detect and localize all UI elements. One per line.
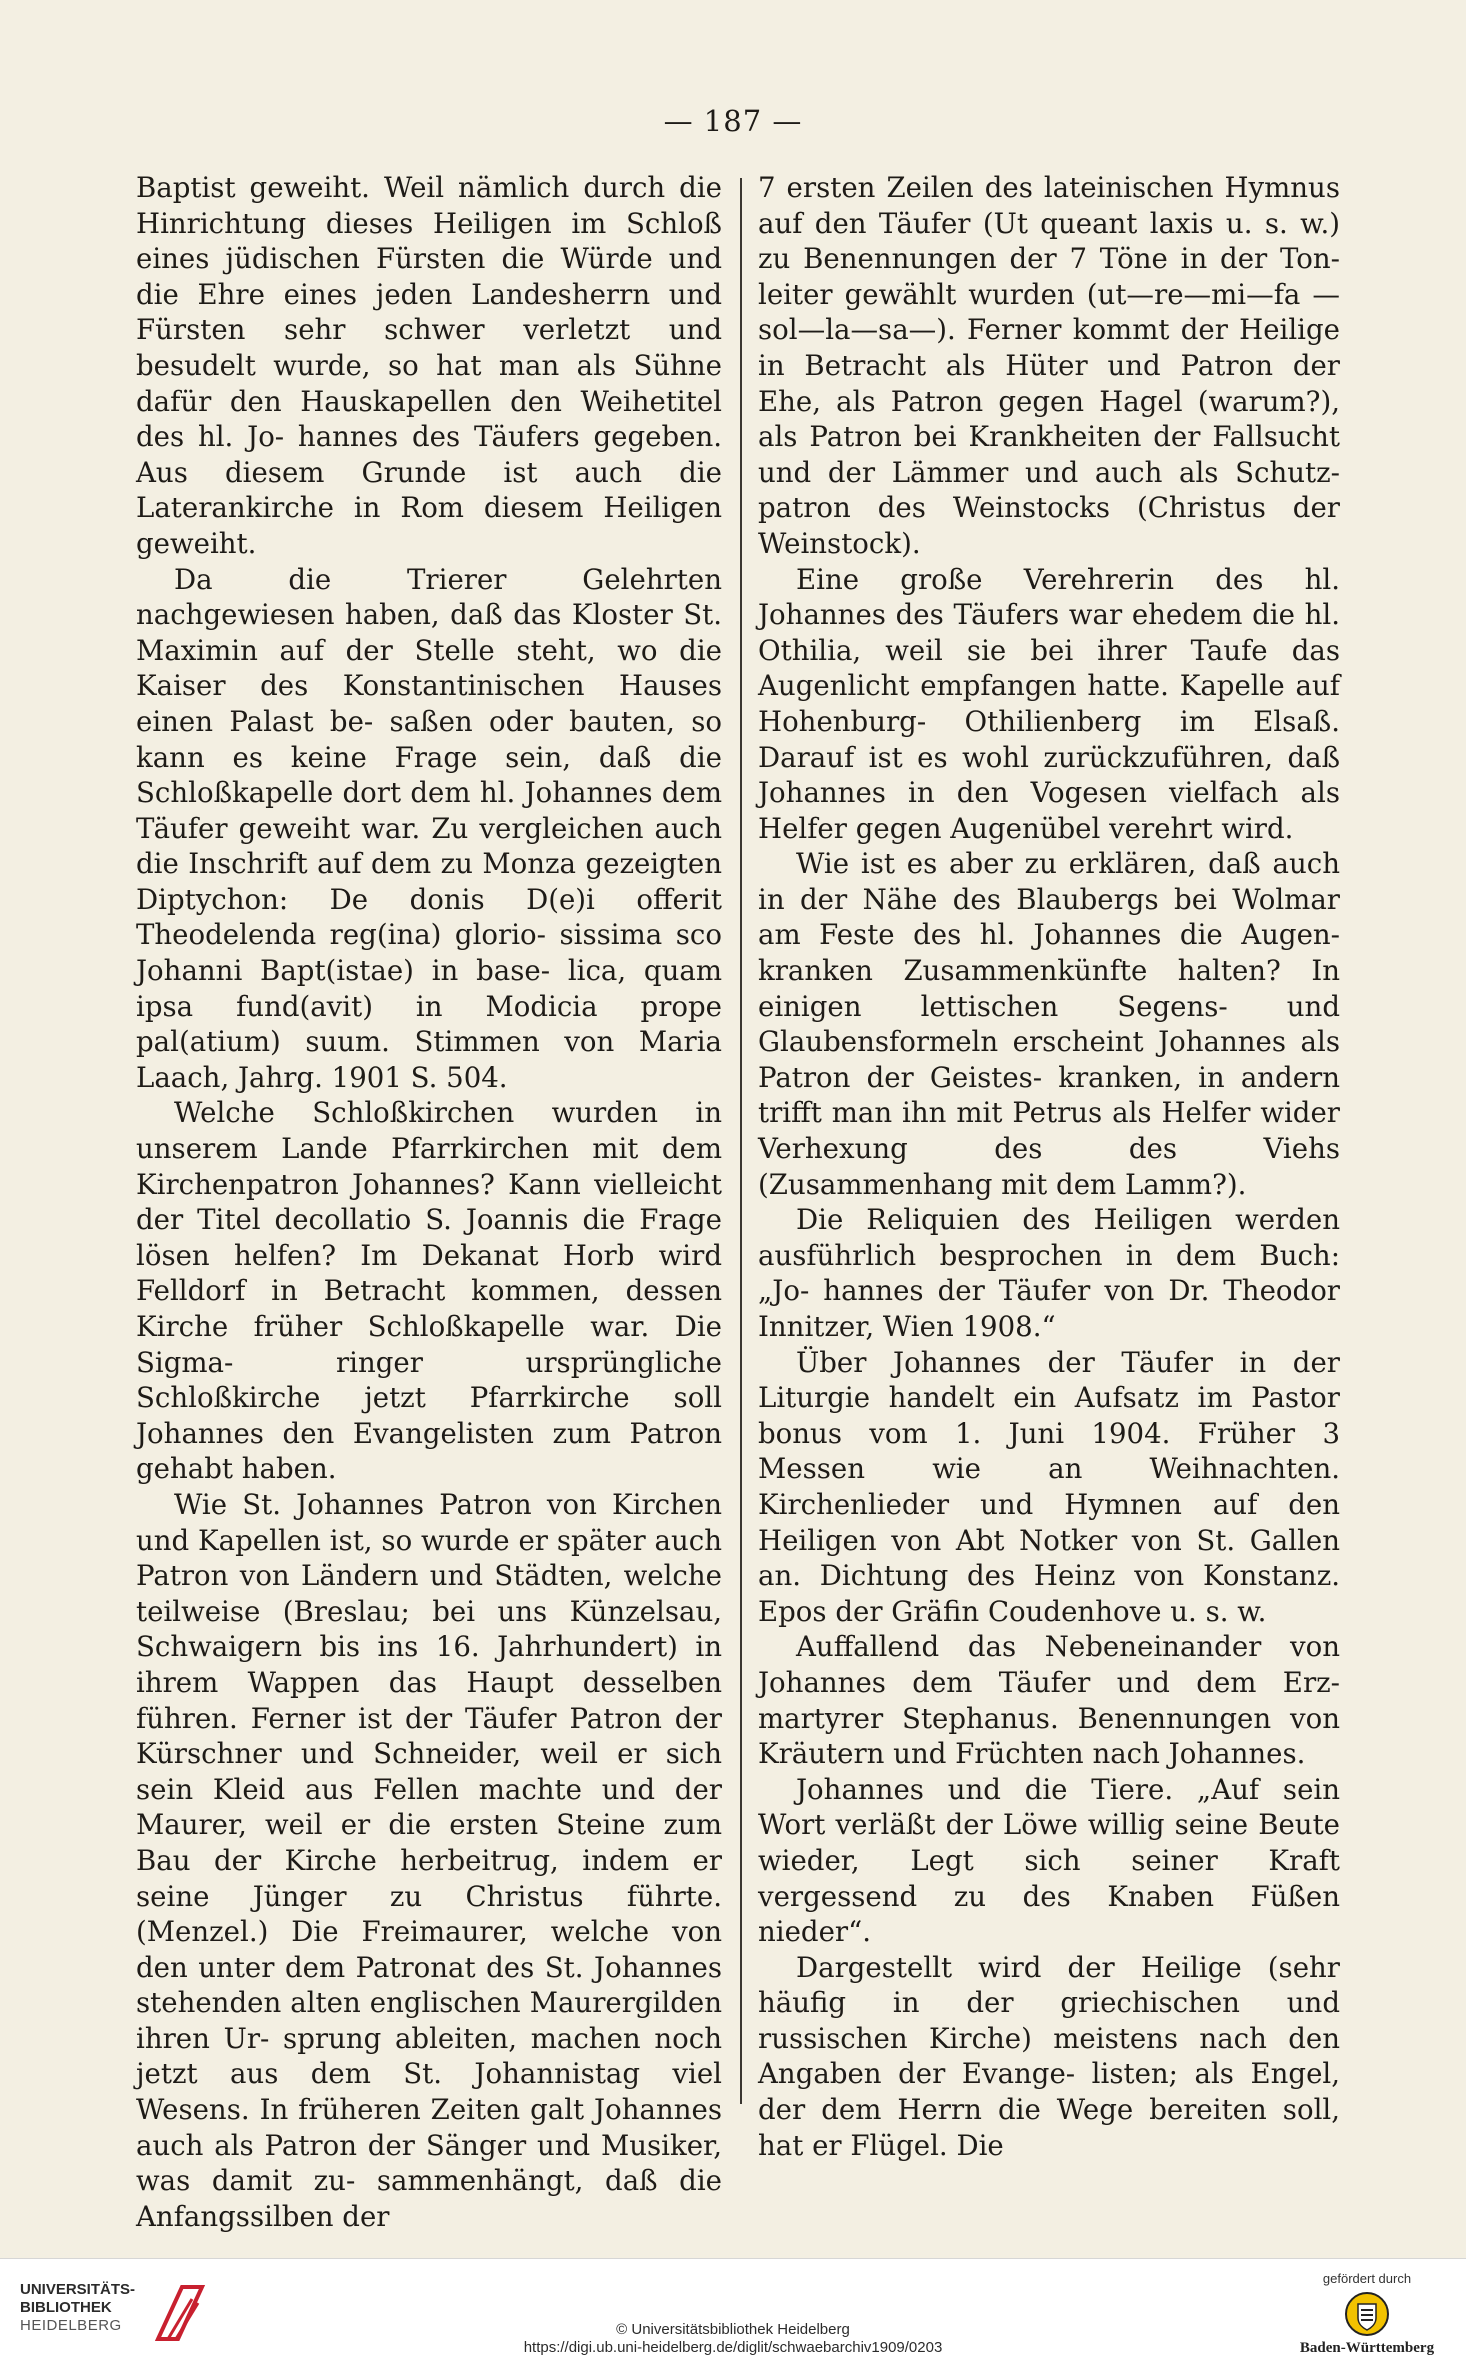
page-number: — 187 — [663, 104, 803, 138]
paragraph: Dargestellt wird der Heilige (sehr häufig in der griechischen und russischen Kirche) meistens nach den Angaben der Evange- listen; als Engel, der dem Herrn die Wege bereiten soll, hat er Flügel. Die [758, 1950, 1340, 2162]
left-column [136, 170, 722, 2234]
paragraph: Auffallend das Nebeneinander von Johannes dem Täufer und dem Erz- martyrer Stephanus. Benennungen von Kräutern und Früchten nach Johannes. [758, 1630, 1340, 1771]
paragraph: Eine große Verehrerin des hl. Johannes des Täufers war ehedem die hl. Othilia, weil sie bei ihrer Taufe das Augenlicht empfangen hatte. Kapelle auf Hohenburg- Othilienberg im Elsaß. Darauf ist es wohl zurückzuführen, daß Johannes in den Vogesen vielfach als Helfer gegen Augenübel verehrt wird. [758, 562, 1340, 845]
sponsor-label: gefördert durch [1322, 2271, 1412, 2286]
paragraph: Wie St. Johannes Patron von Kirchen und Kapellen ist, so wurde er später auch Patron von Ländern und Städten, welche teilweise (Breslau; bei uns Künzelsau, Schwaigern bis ins 16. Jahrhundert) in ihrem Wappen das Haupt desselben führen. Ferner ist der Täufer Patron der Kürschner und Schneider, weil er sich sein Kleid aus Fellen machte und der Maurer, weil er die ersten Steine zum Bau der Kirche herbeitrug, indem er seine Jünger zu Christus führte. (Menzel.) Die Freimaurer, welche von den unter dem Patronat des St. Johannes stehenden alten englischen Maurergilden ihren Ur- sprung ableiten, machen noch jetzt aus dem St. Johannistag viel Wesens. In früheren Zeiten galt Johannes auch als Patron der Sänger und Musiker, was damit zu- sammenhängt, daß die Anfangssilben der [136, 1487, 722, 2233]
permalink[interactable]: https://digi.ub.uni-heidelberg.de/diglit/schwaebarchiv1909/0203 [523, 2339, 943, 2356]
library-name: UNIVERSITÄTS- BIBLIOTHEK HEIDELBERG [20, 2281, 136, 2334]
right-column [758, 170, 1340, 2163]
copyright-notice [0, 2321, 1466, 2357]
paragraph: Die Reliquien des Heiligen werden ausführlich besprochen in dem Buch: „Jo- hannes der Täufer von Dr. Theodor Innitzer, Wien 1908.“ [758, 1203, 1340, 1343]
paragraph: Über Johannes der Täufer in der Liturgie handelt ein Aufsatz im Pastor bonus vom 1. Juni 1904. Früher 3 Messen wie an Weihnachten. Kirchenlieder und Hymnen auf den Heiligen von Abt Notker von St. Gallen an. Dichtung des Heinz von Konstanz. Epos der Gräfin Coudenhove u. s. w. [758, 1345, 1340, 1628]
sponsor-name: Baden-Württemberg [1299, 2340, 1435, 2356]
column-divider [740, 178, 742, 2104]
coat-of-arms-icon [1343, 2290, 1391, 2338]
copyright-text: © Universitätsbibliothek Heidelberg [616, 2321, 850, 2338]
sponsor-block[interactable] [1282, 2271, 1452, 2361]
paragraph: Baptist geweiht. Weil nämlich durch die Hinrichtung dieses Heiligen im Schloß eines jüdischen Fürsten die Würde und die Ehre eines jeden Landesherrn und Fürsten sehr schwer verletzt und besudelt wurde, so hat man als Sühne dafür den Hauskapellen den Weihetitel des hl. Jo- hannes des Täufers gegeben. Aus diesem Grunde ist auch die Laterankirche in Rom diesem Heiligen geweiht. [136, 171, 722, 560]
paragraph: 7 ersten Zeilen des lateinischen Hymnus auf den Täufer (Ut queant laxis u. s. w.) zu Benennungen der 7 Töne in der Ton- leiter gewählt wurden (ut—re—mi—fa —sol—la—sa—). Ferner kommt der Heilige in Betracht als Hüter und Patron der Ehe, als Patron gegen Hagel (warum?), als Patron bei Krankheiten der Fallsucht und der Lämmer und auch als Schutz- patron des Weinstocks (Christus der Weinstock). [758, 171, 1340, 560]
paragraph: Johannes und die Tiere. „Auf sein Wort verläßt der Löwe willig seine Beute wieder, Legt sich seiner Kraft vergessend zu des Knaben Füßen nieder“. [758, 1772, 1340, 1949]
paragraph: Wie ist es aber zu erklären, daß auch in der Nähe des Blaubergs bei Wolmar am Feste des hl. Johannes die Augen- kranken Zusammenkünfte halten? In einigen lettischen Segens- und Glaubensformeln erscheint Johannes als Patron der Geistes- kranken, in andern trifft man ihn mit Petrus als Helfer wider Verhexung des des Viehs (Zusammenhang mit dem Lamm?). [758, 847, 1340, 1201]
paragraph: Da die Trierer Gelehrten nachgewiesen haben, daß das Kloster St. Maximin auf der Stelle steht, wo die Kaiser des Konstantinischen Hauses einen Palast be- saßen oder bauten, so kann es keine Frage sein, daß die Schloßkapelle dort dem hl. Johannes dem Täufer geweiht war. Zu vergleichen auch die Inschrift auf dem zu Monza gezeigten Diptychon: De donis D(e)i offerit Theodelenda reg(ina) glorio- sissima sco Johanni Bapt(istae) in base- lica, quam ipsa fund(avit) in Modicia prope pal(atium) suum. Stimmen von Maria Laach, Jahrg. 1901 S. 504. [136, 562, 722, 1094]
paragraph: Welche Schloßkirchen wurden in unserem Lande Pfarrkirchen mit dem Kirchenpatron Johannes? Kann vielleicht der Titel decollatio S. Joannis die Frage lösen helfen? Im Dekanat Horb wird Felldorf in Betracht kommen, dessen Kirche früher Schloßkapelle war. Die Sigma- ringer ursprüngliche Schloßkirche jetzt Pfarrkirche soll Johannes den Evangelisten zum Patron gehabt haben. [136, 1096, 722, 1486]
viewer-footer [0, 2258, 1466, 2369]
